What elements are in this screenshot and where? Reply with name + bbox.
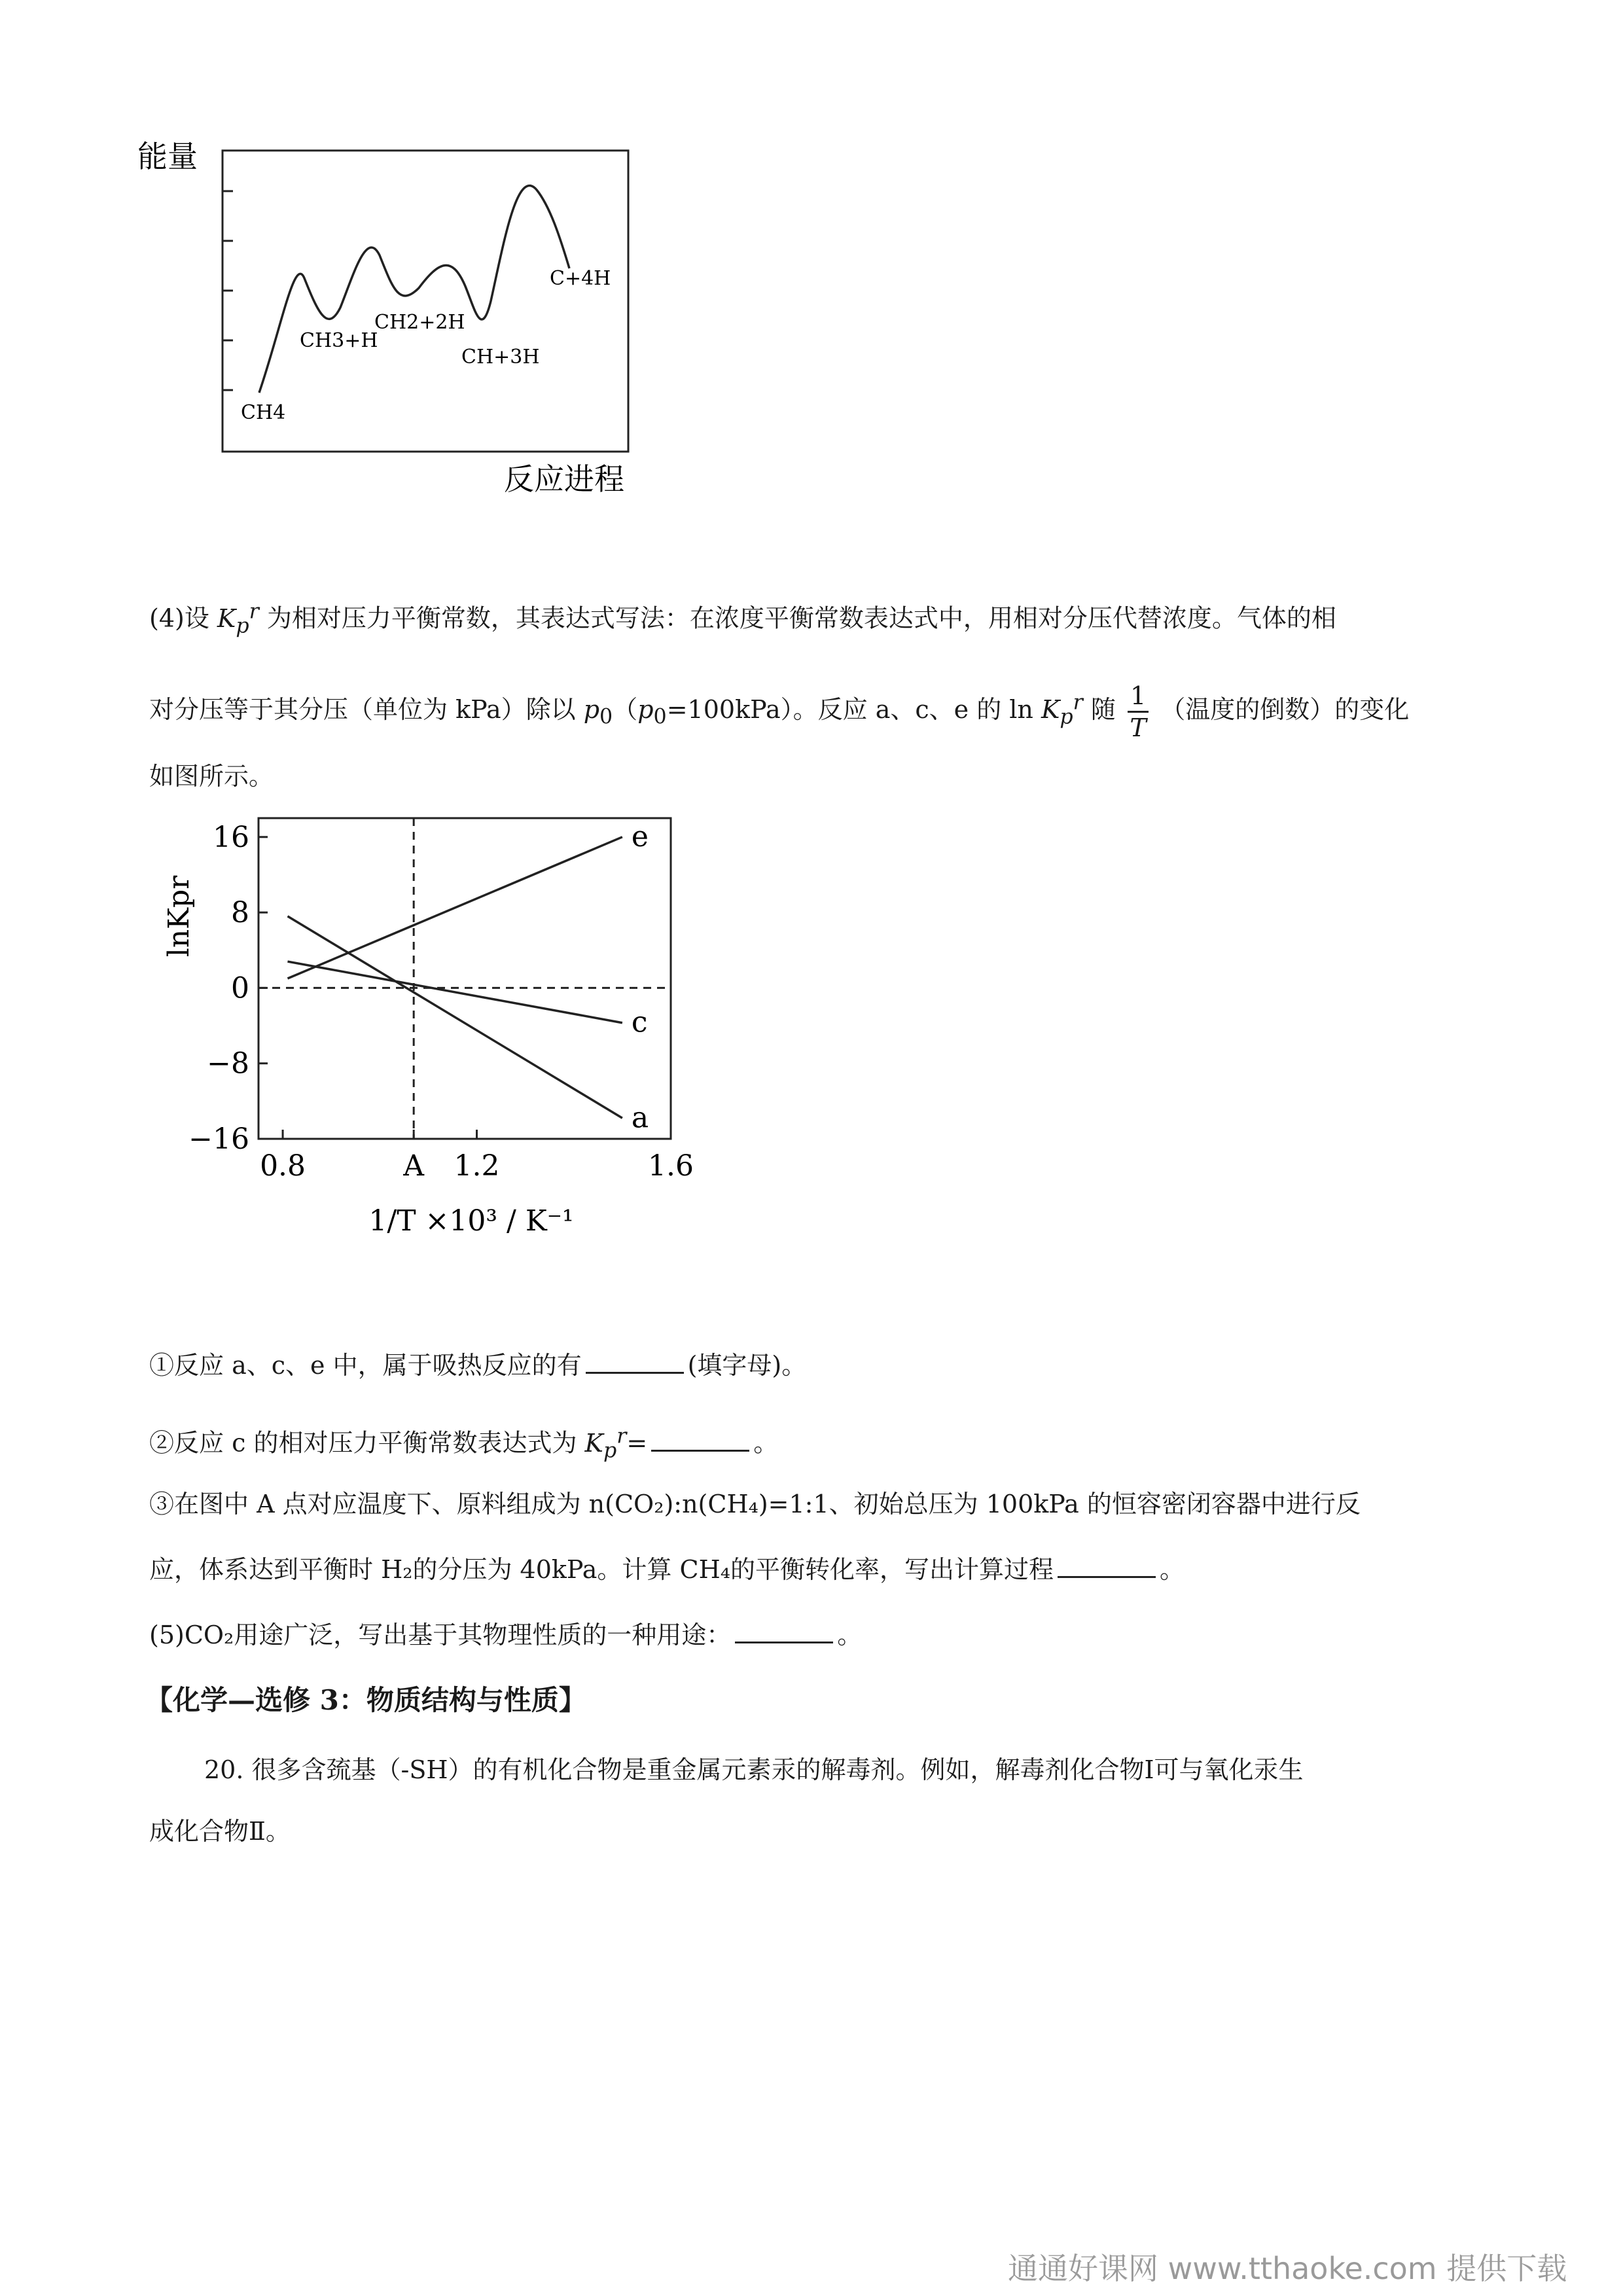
x-axis-label: 1/T ×10³ / K⁻¹ xyxy=(368,1204,574,1238)
energy-x-label: 反应进程 xyxy=(504,461,624,497)
x-tick-label-1-6: 1.6 xyxy=(648,1149,694,1183)
question-2: ②反应 c 的相对压力平衡常数表达式为 $K_p^r=$ 。 xyxy=(149,1424,779,1463)
answer-blank-5 xyxy=(735,1622,833,1643)
series-line-a xyxy=(287,916,622,1118)
y-tick-label-minus-8: −8 xyxy=(207,1047,249,1081)
energy-axis-ticks xyxy=(223,191,233,390)
y-axis-label: lnKpr xyxy=(162,875,196,958)
section-heading: 【化学—选修 3：物质结构与性质】 xyxy=(145,1684,586,1716)
question-3-line2: 应，体系达到平衡时 H₂的分压为 40kPa。计算 CH₄的平衡转化率，写出计算过程 。 xyxy=(149,1555,1185,1584)
kp-symbol-2: $K_p^r$ xyxy=(1041,691,1083,729)
para4-line2: 对分压等于其分压（单位为 kPa）除以 $p_0(p_0=100kPa)$。反应 a、c、e 的 $\ln K_p^r$ 随 $\frac{1}{T}$ （温度的倒数）的变化 xyxy=(149,681,1410,742)
series-label-c: c xyxy=(631,1005,648,1039)
answer-blank-3 xyxy=(1058,1556,1156,1578)
series-line-c xyxy=(287,961,622,1023)
question-20-line2: 成化合物Ⅱ。 xyxy=(149,1817,291,1846)
para4-line3: 如图所示。 xyxy=(149,762,274,791)
question-5: (5)CO₂用途广泛，写出基于其物理性质的一种用途： 。 xyxy=(149,1621,863,1649)
series-line-e xyxy=(287,837,622,978)
series-label-a: a xyxy=(631,1101,649,1135)
y-tick-label-0: 0 xyxy=(231,971,249,1005)
question-1: ①反应 a、c、e 中，属于吸热反应的有 (填字母)。 xyxy=(149,1351,807,1380)
para4-line1: (4)设 $K_p^r$ 为相对压力平衡常数，其表达式写法：在浓度平衡常数表达式中，用相对分压代替浓度。气体的相 xyxy=(149,600,1336,638)
p0-symbol-2: p xyxy=(637,695,654,724)
question-20-line1: 20. 很多含巯基（-SH）的有机化合物是重金属元素汞的解毒剂。例如，解毒剂化合物Ⅰ可与氧化汞生 xyxy=(204,1755,1304,1784)
answer-blank-1 xyxy=(586,1352,684,1374)
y-tick-label-minus-16: −16 xyxy=(188,1122,249,1156)
species-label-ch4: CH4 xyxy=(241,401,286,424)
lnk-vs-inverse-t-chart xyxy=(157,812,746,1270)
y-tick-label-8: 8 xyxy=(231,896,249,930)
x-tick-label-a: A xyxy=(403,1149,425,1183)
species-label-ch3-h: CH3+H xyxy=(300,329,378,352)
question-3-line1: ③在图中 A 点对应温度下、原料组成为 n(CO₂):n(CH₄)=1:1、初始总压为 100kPa 的恒容密闭容器中进行反 xyxy=(149,1490,1361,1518)
kp-symbol: $K_p^r$ xyxy=(217,600,259,638)
kp-symbol-3: $K_p^r$ xyxy=(584,1424,627,1463)
species-label-c-4h: C+4H xyxy=(550,267,611,290)
x-tick-label-0-8: 0.8 xyxy=(260,1149,306,1183)
chart-frame xyxy=(259,818,671,1139)
energy-profile-diagram xyxy=(131,131,668,497)
energy-y-label: 能量 xyxy=(137,139,198,174)
answer-blank-2 xyxy=(651,1430,749,1452)
y-tick-label-16: 16 xyxy=(213,820,249,854)
x-tick-label-1-2: 1.2 xyxy=(454,1149,500,1183)
x-tick-marks xyxy=(283,1130,671,1139)
footer-watermark: 通通好课网 www.tthaoke.com 提供下载 xyxy=(1008,2251,1567,2286)
one-over-t-fraction: $\frac{1}{T}$ xyxy=(1128,681,1149,743)
series-label-e: e xyxy=(631,819,649,853)
species-label-ch-3h: CH+3H xyxy=(461,346,540,368)
species-label-ch2-2h: CH2+2H xyxy=(374,311,465,334)
p0-symbol: p xyxy=(583,695,600,724)
